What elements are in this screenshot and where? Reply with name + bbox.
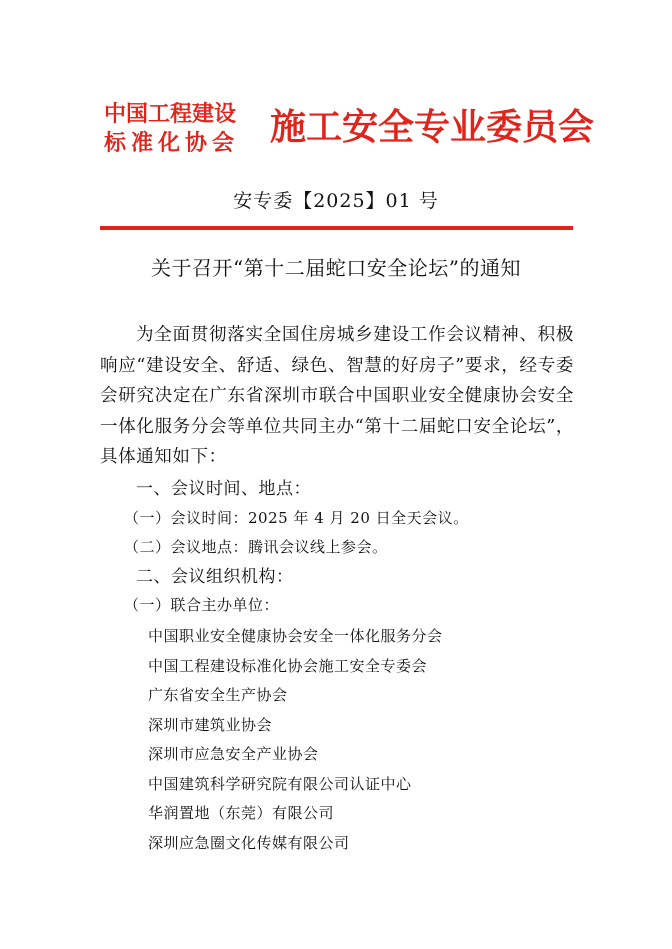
organizer-list <box>148 622 568 858</box>
letterhead-organization <box>104 100 264 158</box>
meeting-location-item: （二）会议地点：腾讯会议线上参会。 <box>124 538 388 556</box>
letterhead-org-line1: 中国工程建设 <box>104 101 237 127</box>
organizer-item: 中国建筑科学研究院有限公司认证中心 <box>148 774 412 793</box>
co-organizers-heading: （一）联合主办单位： <box>124 596 280 614</box>
organizer-item: 深圳市应急安全产业协会 <box>148 745 319 763</box>
document-number: 安专委【2025】01 号 <box>233 190 439 212</box>
meeting-time-item: （一）会议时间：2025 年 4 月 20 日全天会议。 <box>124 509 469 527</box>
letterhead <box>104 98 595 162</box>
organizer-item: 华润置地（东莞）有限公司 <box>148 804 335 822</box>
letterhead-divider <box>100 226 573 230</box>
intro-paragraph <box>100 320 574 473</box>
organizer-item: 广东省安全生产协会 <box>148 686 288 704</box>
section-heading-organization: 二、会议组织机构： <box>136 567 294 587</box>
letterhead-org-line2: 标准化协会 <box>104 130 240 156</box>
section-heading-time-location: 一、会议时间、地点： <box>136 479 311 499</box>
organizer-item: 深圳应急圈文化传媒有限公司 <box>148 833 350 852</box>
organizer-item: 中国工程建设标准化协会施工安全专委会 <box>148 656 428 675</box>
organizer-item: 深圳市建筑业协会 <box>148 715 273 734</box>
intro-paragraph-text: 为全面贯彻落实全国住房城乡建设工作会议精神、积极响应“建设安全、舒适、绿色、智慧的好房子”要求，经专委会研究决定在广东省深圳市联合中国职业安全健康协会安全一体化服务分会等单位共同主办“第十二届蛇口安全论坛”，具体通知如下： <box>100 325 574 467</box>
organizer-item: 中国职业安全健康协会安全一体化服务分会 <box>148 627 443 645</box>
notice-title: 关于召开“第十二届蛇口安全论坛”的通知 <box>151 256 521 280</box>
letterhead-committee: 施工安全专业委员会 <box>270 106 595 148</box>
